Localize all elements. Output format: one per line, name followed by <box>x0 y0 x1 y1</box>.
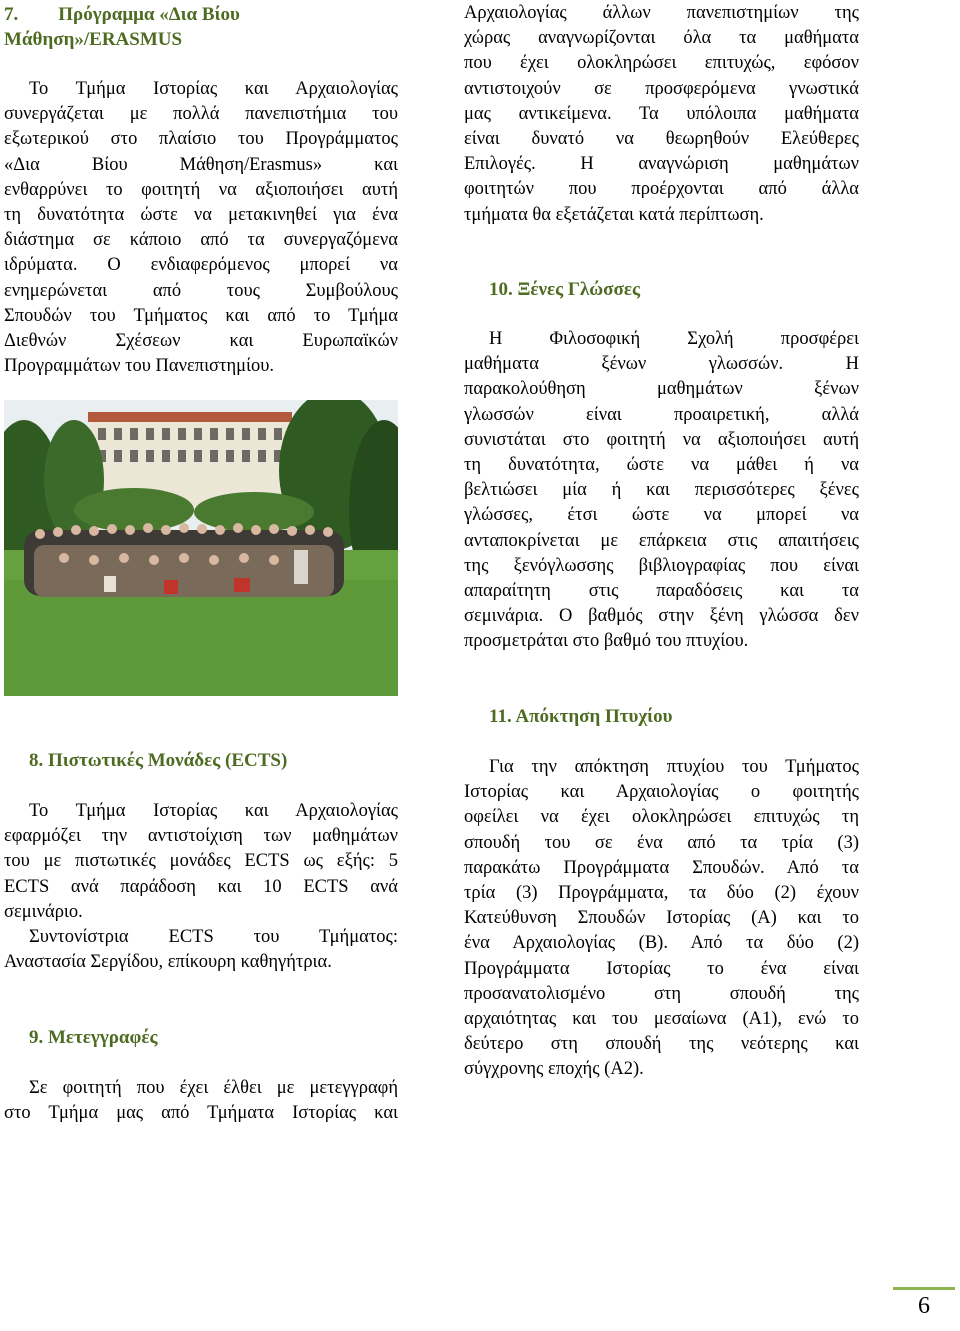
text-line: ενθαρρύνει το φοιτητή να αξιοποιήσει αυτή <box>4 179 398 200</box>
text-line: τη δυνατότητα ώστε να μετακινηθεί για ένα <box>4 205 398 226</box>
text-line: βελτιώσει μία ή και περισσότερες ξένες <box>464 480 859 501</box>
text-line: Προγράμματα Ιστορίας το ένα είναι <box>464 958 859 979</box>
text-line: της ξενόγλωσσης βιβλιογραφίας που είναι <box>464 555 859 576</box>
text-line: Η Φιλοσοφική Σχολή προσφέρει <box>489 329 859 349</box>
text-line: σεμινάριο. <box>4 901 83 922</box>
text-line: «Δια Βίου Μάθηση/Erasmus» και <box>4 154 398 175</box>
section8-paragraph2 <box>4 925 398 975</box>
text-line: μαθήματα ξένων γλωσσών. Η <box>464 354 859 375</box>
text-line: ενημερώνεται από τους Συμβούλους <box>4 280 398 301</box>
section10-heading: 10. Ξένες Γλώσσες <box>489 279 640 300</box>
section9-heading: 9. Μετεγγραφές <box>29 1027 158 1048</box>
section7-paragraph <box>4 77 398 379</box>
text-line: παρακολούθηση μαθημάτων ξένων <box>464 379 859 400</box>
text-line: απαραίτητη στις παραδόσεις και τα <box>464 581 859 602</box>
footer-accent-line <box>893 1287 955 1290</box>
text-line: Αρχαιολογίας άλλων πανεπιστημίων της <box>464 3 859 23</box>
text-line: παρακάτω Προγράμματα Σπουδών. Από τα <box>464 857 859 878</box>
page-number: 6 <box>918 1293 930 1319</box>
text-line: Το Τμήμα Ιστορίας και Αρχαιολογίας <box>29 801 398 821</box>
text-line: Ιστορίας και Αρχαιολογίας ο φοιτητής <box>464 782 859 803</box>
text-line: συνιστάται στο φοιτητή να αξιοποιήσει αυτή <box>464 429 859 450</box>
text-line: διάστημα σε κάποιο από τα συνεργαζόμενα <box>4 230 398 251</box>
text-line: ιδρύματα. Ο ενδιαφερόμενος μπορεί να <box>4 255 398 276</box>
text-line: μας αντικείμενα. Τα υπόλοιπα μαθήματα <box>464 103 859 124</box>
text-line: σπουδή του σε ένα από τα τρία (3) <box>464 832 859 853</box>
section11-heading: 11. Απόκτηση Πτυχίου <box>489 706 673 727</box>
section11-paragraph <box>464 755 859 1083</box>
text-line: Αναστασία Σεργίδου, επίκουρη καθηγήτρια. <box>4 952 332 973</box>
text-line: που έχει ολοκληρώσει επιτυχώς, εφόσον <box>464 53 859 74</box>
text-line: Διεθνών Σχέσεων και Ευρωπαϊκών <box>4 331 398 352</box>
text-line: Για την απόκτηση πτυχίου του Τμήματος <box>489 757 859 777</box>
text-line: Κατεύθυνση Σπουδών Ιστορίας (Α) και το <box>464 908 859 929</box>
students-group-photo <box>4 400 398 696</box>
text-line: αντιστοιχούν σε προσφερόμενα γνωστικά <box>464 78 859 99</box>
text-line: δεύτερο στη σπουδή της νεότερης και <box>464 1034 859 1055</box>
text-line: τμήματα θα εξετάζεται κατά περίπτωση. <box>464 204 764 225</box>
section7-number: 7. <box>4 4 19 25</box>
text-line: οφείλει να έχει ολοκληρώσει επιτυχώς τη <box>464 807 859 828</box>
section7-title-line1: Πρόγραμμα «Δια Βίου <box>58 4 240 25</box>
text-line: Προγραμμάτων του Πανεπιστημίου. <box>4 356 275 377</box>
section9-continuation <box>464 1 859 228</box>
section8-heading: 8. Πιστωτικές Μονάδες (ECTS) <box>29 750 288 771</box>
text-line: Συντονίστρια ECTS του Τμήματος: <box>29 927 398 947</box>
text-line: είναι δυνατό να θεωρηθούν Ελεύθερες <box>464 129 859 150</box>
text-line: ECTS ανά παράδοση και 10 ECTS ανά <box>4 876 398 897</box>
text-line: Το Τμήμα Ιστορίας και Αρχαιολογίας <box>29 79 398 99</box>
text-line: ένα Αρχαιολογίας (Β). Από τα δύο (2) <box>464 933 859 954</box>
text-line: του με πιστωτικές μονάδες ECTS ως εξής: 5 <box>4 851 398 872</box>
text-line: χώρας αναγνωρίζονται όλα τα μαθήματα <box>464 28 859 49</box>
text-line: στο Τμήμα μας από Τμήματα Ιστορίας και <box>4 1103 398 1124</box>
text-line: Σπουδών του Τμήματος και από το Τμήμα <box>4 305 398 326</box>
text-line: γλώσσες, έτσι ώστε να μπορεί να <box>464 505 859 526</box>
text-line: εξωτερικού στο πλαίσιο του Προγράμματος <box>4 129 398 150</box>
text-line: ανταποκρίνεται με επάρκεια στις απαιτήσεις <box>464 530 859 551</box>
text-line: τρία (3) Προγράμματα, τα δύο (2) έχουν <box>464 883 859 904</box>
section7-title-line2: Μάθηση»/ERASMUS <box>4 29 183 51</box>
text-line: Επιλογές. Η αναγνώριση μαθημάτων <box>464 154 859 175</box>
text-line: φοιτητών που προέρχονται από άλλα <box>464 179 859 200</box>
text-line: Σε φοιτητή που έχει έλθει με μετεγγραφή <box>29 1078 398 1098</box>
section8-paragraph1 <box>4 799 398 925</box>
text-line: συνεργάζεται με πολλά πανεπιστήμια του <box>4 104 398 125</box>
text-line: εφαρμόζει την αντιστοίχιση των μαθημάτων <box>4 826 398 847</box>
text-line: τη δυνατότητα, ώστε να μάθει ή να <box>464 455 859 476</box>
text-line: σεμινάρια. Ο βαθμός στην ξένη γλώσσα δεν <box>464 606 859 627</box>
section9-paragraph <box>4 1076 398 1126</box>
section7-heading <box>4 2 398 52</box>
text-line: προσμετράται στο βαθμό του πτυχίου. <box>464 631 749 652</box>
text-line: προσανατολισμένο στη σπουδή της <box>464 983 859 1004</box>
text-line: σύγχρονης εποχής (Α2). <box>464 1059 644 1080</box>
section10-paragraph <box>464 327 859 655</box>
text-line: γλωσσών είναι προαιρετική, αλλά <box>464 404 859 425</box>
text-line: αρχαιότητας και του μεσαίωνα (Α1), ενώ το <box>464 1009 859 1030</box>
